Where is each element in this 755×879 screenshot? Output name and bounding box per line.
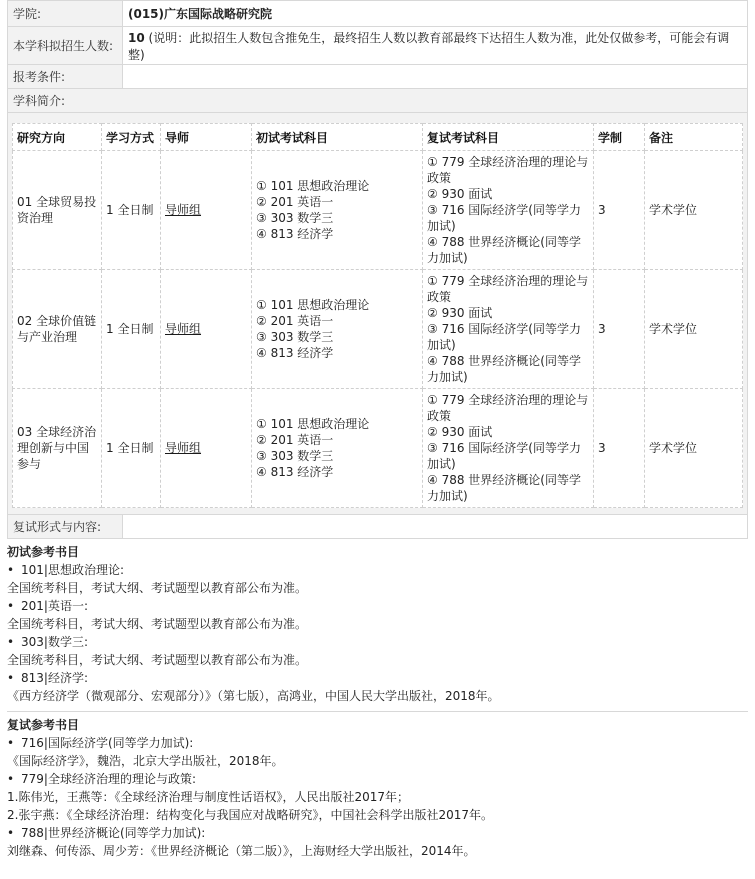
subject-item: ③ 716 国际经济学(同等学力加试)	[427, 322, 581, 352]
quota-value	[123, 27, 748, 65]
major-info-table	[7, 0, 748, 539]
degree-note: 学术学位	[645, 389, 743, 508]
header-years: 学制	[594, 124, 645, 151]
initial-reference-books	[7, 543, 748, 860]
bullet-icon: •	[7, 826, 15, 840]
table-row	[13, 389, 743, 508]
subject-item: ③ 303 数学三	[256, 330, 334, 344]
ref-line: 《国际经济学》，魏浩，北京大学出版社，2018年。	[7, 754, 284, 768]
college-label: 学院:	[8, 1, 123, 27]
subject-item: ② 201 英语一	[256, 314, 334, 328]
subject-item: ② 930 面试	[427, 187, 493, 201]
header-direction: 研究方向	[13, 124, 102, 151]
divider	[7, 711, 748, 712]
retest-format-label: 复试形式与内容:	[8, 515, 123, 539]
retest-subjects	[423, 151, 594, 270]
table-row	[13, 151, 743, 270]
header-note: 备注	[645, 124, 743, 151]
quota-label: 本学科拟招生人数:	[8, 27, 123, 65]
intro-label: 学科简介:	[8, 89, 748, 113]
degree-note: 学术学位	[645, 270, 743, 389]
ref-item	[7, 770, 748, 824]
ref-line: 全国统考科目，考试大纲、考试题型以教育部公布为准。	[7, 617, 308, 631]
advisor-link[interactable]: 导师组	[165, 441, 202, 455]
direction-table	[12, 123, 743, 508]
subject-item: ② 930 面试	[427, 306, 493, 320]
conditions-label: 报考条件:	[8, 65, 123, 89]
subject-item: ④ 788 世界经济概论(同等学力加试)	[427, 354, 581, 384]
quota-note: (说明：此拟招生人数包含推免生，最终招生人数以教育部最终下达招生人数为准，此处仅做参考，可能会有调整)	[128, 30, 730, 62]
ref-title: 779|全球经济治理的理论与政策:	[21, 772, 196, 786]
subject-item: ③ 303 数学三	[256, 211, 334, 225]
initial-refs-heading: 初试参考书目	[7, 545, 80, 559]
ref-item	[7, 633, 748, 669]
study-mode: 1 全日制	[102, 151, 161, 270]
ref-item	[7, 669, 748, 705]
ref-line: 全国统考科目，考试大纲、考试题型以教育部公布为准。	[7, 581, 308, 595]
program-years: 3	[594, 151, 645, 270]
program-years: 3	[594, 389, 645, 508]
ref-title: 101|思想政治理论:	[21, 563, 124, 577]
direction-name: 01 全球贸易投资治理	[13, 151, 102, 270]
header-initial-subjects: 初试考试科目	[252, 124, 423, 151]
subject-item: ④ 813 经济学	[256, 227, 334, 241]
ref-title: 813|经济学:	[21, 671, 88, 685]
subject-item: ④ 813 经济学	[256, 346, 334, 360]
ref-title: 201|英语一:	[21, 599, 88, 613]
bullet-icon: •	[7, 772, 15, 786]
subject-item: ① 101 思想政治理论	[256, 417, 370, 431]
subject-item: ② 201 英语一	[256, 433, 334, 447]
subject-item: ① 779 全球经济治理的理论与政策	[427, 274, 589, 304]
subject-item: ③ 716 国际经济学(同等学力加试)	[427, 203, 581, 233]
direction-name: 02 全球价值链与产业治理	[13, 270, 102, 389]
ref-line: 《西方经济学（微观部分、宏观部分）》（第七版），高鸿业，中国人民大学出版社，2018年。	[7, 689, 500, 703]
retest-refs-heading: 复试参考书目	[7, 718, 80, 732]
advisor-link[interactable]: 导师组	[165, 322, 202, 336]
retest-subjects	[423, 270, 594, 389]
ref-item	[7, 597, 748, 633]
ref-line: 刘继森、何传添、周少芳：《世界经济概论（第二版）》，上海财经大学出版社，2014年。	[7, 844, 476, 858]
college-value: (015)广东国际战略研究院	[123, 1, 748, 27]
subject-item: ③ 716 国际经济学(同等学力加试)	[427, 441, 581, 471]
subject-item: ④ 788 世界经济概论(同等学力加试)	[427, 473, 581, 503]
direction-name: 03 全球经济治理创新与中国参与	[13, 389, 102, 508]
ref-title: 716|国际经济学(同等学力加试):	[21, 736, 194, 750]
study-mode: 1 全日制	[102, 270, 161, 389]
bullet-icon: •	[7, 635, 15, 649]
direction-table-cell	[8, 113, 748, 515]
conditions-value	[123, 65, 748, 89]
ref-line: 1.陈伟光，王燕等：《全球经济治理与制度性话语权》，人民出版社2017年；	[7, 790, 409, 804]
initial-subjects	[252, 389, 423, 508]
initial-subjects	[252, 151, 423, 270]
ref-title: 788|世界经济概论(同等学力加试):	[21, 826, 206, 840]
retest-format-value	[123, 515, 748, 539]
subject-item: ③ 303 数学三	[256, 449, 334, 463]
direction-table-header	[13, 124, 743, 151]
ref-item	[7, 734, 748, 770]
bullet-icon: •	[7, 671, 15, 685]
table-row	[13, 270, 743, 389]
study-mode: 1 全日制	[102, 389, 161, 508]
subject-item: ① 101 思想政治理论	[256, 179, 370, 193]
subject-item: ④ 813 经济学	[256, 465, 334, 479]
subject-item: ① 779 全球经济治理的理论与政策	[427, 155, 589, 185]
quota-number: 10	[128, 30, 145, 45]
header-retest-subjects: 复试考试科目	[423, 124, 594, 151]
subject-item: ② 930 面试	[427, 425, 493, 439]
subject-item: ① 101 思想政治理论	[256, 298, 370, 312]
ref-item	[7, 561, 748, 597]
subject-item: ④ 788 世界经济概论(同等学力加试)	[427, 235, 581, 265]
program-years: 3	[594, 270, 645, 389]
ref-line: 全国统考科目，考试大纲、考试题型以教育部公布为准。	[7, 653, 308, 667]
subject-item: ① 779 全球经济治理的理论与政策	[427, 393, 589, 423]
retest-subjects	[423, 389, 594, 508]
degree-note: 学术学位	[645, 151, 743, 270]
initial-subjects	[252, 270, 423, 389]
ref-item	[7, 824, 748, 860]
bullet-icon: •	[7, 599, 15, 613]
header-mode: 学习方式	[102, 124, 161, 151]
ref-line: 2.张宇燕：《全球经济治理：结构变化与我国应对战略研究》，中国社会科学出版社2017年。	[7, 808, 493, 822]
advisor-link[interactable]: 导师组	[165, 203, 202, 217]
ref-title: 303|数学三:	[21, 635, 88, 649]
bullet-icon: •	[7, 563, 15, 577]
subject-item: ② 201 英语一	[256, 195, 334, 209]
header-advisor: 导师	[161, 124, 252, 151]
bullet-icon: •	[7, 736, 15, 750]
